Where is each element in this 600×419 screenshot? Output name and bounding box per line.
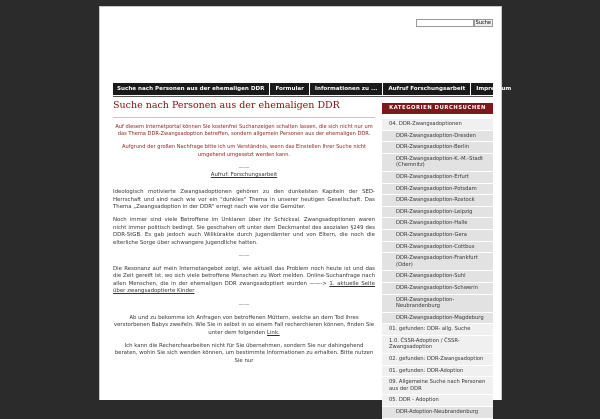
divider-dash: —— bbox=[238, 253, 250, 260]
mothers-paragraph bbox=[113, 315, 375, 337]
tab-aufruf[interactable]: Aufruf Forschungsarbeit bbox=[383, 83, 471, 95]
category-list bbox=[382, 114, 493, 419]
category-item[interactable]: 02. gefunden: DDR-Zwangsadoption bbox=[382, 354, 493, 366]
search-input[interactable] bbox=[416, 19, 474, 27]
category-subitem[interactable]: DDR-Zwangsadoption-Halle bbox=[382, 218, 493, 230]
research-paragraph: Ich kann die Recherchearbeiten nicht für Sie übernehmen, sondern Sie nur dahingehend beraten, wohin Sie sich wenden können, um bestimmte Informationen zu erhalten. Bitte nutzen Sie nur bbox=[114, 342, 374, 364]
search-form bbox=[416, 19, 493, 27]
category-subitem[interactable]: DDR-Zwangsadoption-Neubrandenburg bbox=[382, 295, 493, 313]
mothers-text: Ab und zu bekomme ich Anfragen von betroffenen Müttern, welche an dem Tod ihres verstorbenen Babys zweifeln. Wie Sie in selbst in so einem Fall recherchieren können, finden Sie unter dem folgenden bbox=[113, 314, 375, 336]
nav-divider bbox=[113, 96, 493, 97]
category-subitem[interactable]: DDR-Zwangsadoption-Gera bbox=[382, 230, 493, 242]
resonance-paragraph bbox=[113, 266, 375, 296]
notice-intro: Auf diesem Internetportal können Sie kostenfrei Suchanzeigen schalten lassen, die sich nicht nur um das Thema DDR-Zwangsadoption betreffen, sondern allgemein Personen aus der ehemaligen DDR. bbox=[115, 124, 373, 138]
category-subitem[interactable]: DDR-Zwangsadoption-Schwerin bbox=[382, 283, 493, 295]
notice-delay: Aufgrund der großen Nachfrage bitte ich um Verständnis, wenn das Einstellen Ihrer Suche nicht umgehend umgesetzt werden kann. bbox=[122, 144, 366, 158]
category-subitem[interactable]: DDR-Zwangsadoption-Magdeburg bbox=[382, 313, 493, 325]
research-link[interactable]: Link. bbox=[266, 329, 280, 336]
category-subitem[interactable]: DDR-Zwangsadoption-K.-M.-Stadt (Chemnitz) bbox=[382, 154, 493, 172]
category-subitem[interactable]: DDR-Zwangsadoption-Dresden bbox=[382, 131, 493, 143]
tab-impressum[interactable]: Impressum bbox=[476, 86, 512, 92]
category-item[interactable]: 04. DDR-Zwangsadoptionen bbox=[382, 119, 493, 131]
category-subitem[interactable]: DDR-Zwangsadoption-Rostock bbox=[382, 195, 493, 207]
page-container bbox=[99, 6, 512, 416]
divider-dash: —— bbox=[238, 301, 250, 308]
search-button[interactable]: Suche bbox=[475, 20, 491, 26]
category-subitem[interactable]: DDR-Zwangsadoption-Cottbus bbox=[382, 242, 493, 254]
category-subitem[interactable]: DDR-Zwangsadoption-Potsdam bbox=[382, 184, 493, 196]
category-item[interactable]: 09. Allgemeine Suche nach Personen aus der DDR bbox=[382, 377, 493, 395]
category-item[interactable]: 1.0. ČSSR-Adoption / ČSSR-Zwangsadoption bbox=[382, 336, 493, 354]
main-content bbox=[113, 100, 375, 365]
tab-informationen[interactable]: Informationen zu ... bbox=[310, 83, 383, 95]
category-subitem[interactable]: DDR-Zwangsadoption-Erfurt bbox=[382, 172, 493, 184]
sidebar bbox=[382, 103, 493, 419]
tab-formular[interactable]: Formular bbox=[270, 83, 309, 95]
category-item[interactable]: 01. gefunden: DDR- allg. Suche bbox=[382, 324, 493, 336]
category-item[interactable]: 01. gefunden: DDR-Adoption bbox=[382, 366, 493, 378]
category-subitem[interactable]: DDR-Adoption-Neubrandenburg bbox=[382, 407, 493, 419]
victims-paragraph: Noch immer sind viele Betroffene im Unklaren über ihr Schicksal. Zwangsadoptionen waren nicht immer politisch bedingt. Sie geschahen oft unter dem Deckmantel des asozialen §249 des DDR-StGB. Es gab jedoch auch Willkürakte durch Jugendämter und von Eltern, die noch die elterliche Sorge über schwangere Jugendliche hatten. bbox=[113, 217, 375, 246]
aufruf-link[interactable]: Aufruf: Forschungsarbeit bbox=[210, 171, 278, 178]
category-subitem[interactable]: DDR-Zwangsadoption-Suhl bbox=[382, 271, 493, 283]
category-subitem[interactable]: DDR-Zwangsadoption-Frankfurt (Oder) bbox=[382, 253, 493, 271]
intro-paragraph: Ideologisch motivierte Zwangsadoptionen gehören zu den dunkelsten Kapiteln der SED-Herrschaft und sind nach wie vor ein "dunkles" Thema in unserer heutigen Gesellschaft. Das Thema „Zwangsadoption in der DDR" erregt nach wie vor die Gemüter. bbox=[113, 189, 375, 211]
divider-dash: —— bbox=[238, 164, 250, 171]
category-item[interactable]: 05. DDR - Adoption bbox=[382, 395, 493, 407]
sidebar-heading: KATEGORIEN DURCHSUCHEN bbox=[382, 103, 493, 114]
main-nav bbox=[113, 83, 512, 95]
resonance-text: Die Resonanz auf mein Internetangebot zeigt, wie aktuell das Problem noch heute ist und das die Zeit gereift ist, wo sich viele betroffene Menschen zu Wort melden. Online-Suchanfrage nach allen Menschen, die in der ehemaligen DDR zwangsadoptiert wurden ——-> bbox=[113, 266, 375, 287]
category-subitem[interactable]: DDR-Zwangsadoption-Berlin bbox=[382, 142, 493, 154]
tab-suche[interactable]: Suche nach Personen aus der ehemaligen DDR bbox=[113, 83, 270, 95]
category-subitem[interactable]: DDR-Zwangsadoption-Leipzig bbox=[382, 207, 493, 219]
page-title: Suche nach Personen aus der ehemaligen DDR bbox=[113, 100, 375, 118]
aufruf-paragraph bbox=[113, 172, 375, 179]
current-page-link[interactable]: 1. aktuelle Seite über zwangsadoptierte Kinder bbox=[113, 280, 375, 295]
